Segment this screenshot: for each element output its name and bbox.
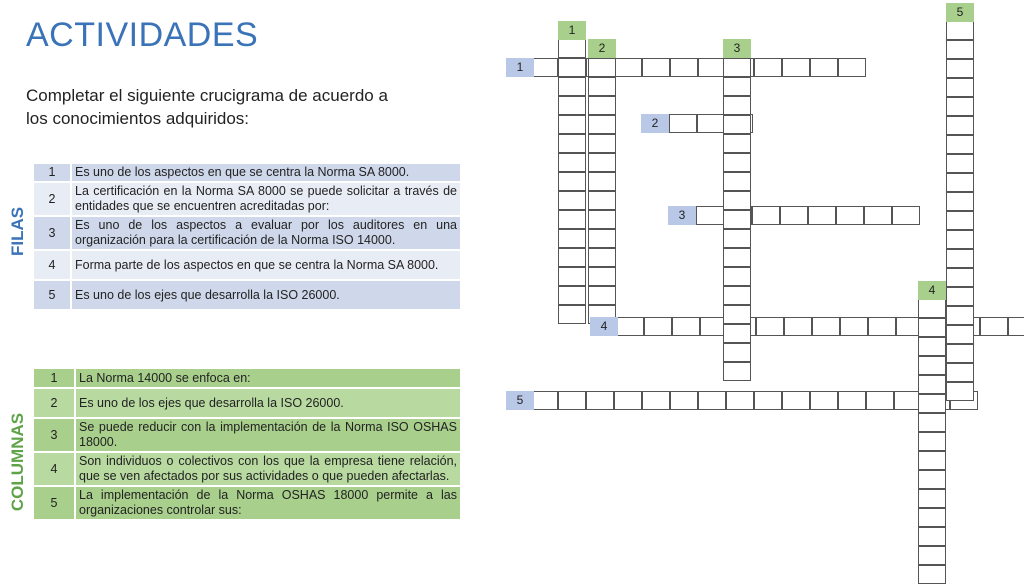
crossword-cell[interactable]	[918, 432, 946, 451]
filas-label: FILAS	[8, 206, 27, 256]
crossword-cell[interactable]	[808, 206, 836, 225]
crossword-cell[interactable]	[614, 391, 642, 410]
crossword-cell[interactable]	[558, 267, 586, 286]
table-row	[33, 250, 461, 280]
table-row	[33, 452, 461, 486]
crossword-cell[interactable]	[866, 391, 894, 410]
crossword-cell[interactable]	[784, 317, 812, 336]
crossword-cell[interactable]	[946, 21, 974, 40]
crossword-cell[interactable]	[723, 134, 751, 153]
crossword-cell[interactable]	[918, 394, 946, 413]
clue-text: Es uno de los aspectos a evaluar por los auditores en una organización para la certificación de la Norma ISO 14000.	[71, 216, 461, 250]
clue-number: 3	[33, 216, 71, 250]
crossword-cell[interactable]	[918, 318, 946, 337]
page-title: ACTIVIDADES	[26, 16, 259, 54]
crossword-cell[interactable]	[588, 210, 616, 229]
crossword-cell[interactable]	[780, 206, 808, 225]
crossword-cell[interactable]	[642, 391, 670, 410]
crossword-cell[interactable]	[892, 206, 920, 225]
table-row	[33, 182, 461, 216]
crossword-cell[interactable]	[918, 527, 946, 546]
clue-number: 4	[33, 250, 71, 280]
crossword-cell[interactable]	[918, 299, 946, 318]
crossword-cell[interactable]	[840, 317, 868, 336]
crossword-cell[interactable]	[980, 317, 1008, 336]
crossword-cell[interactable]	[918, 356, 946, 375]
crossword-cell[interactable]	[838, 58, 866, 77]
clue-number: 1	[33, 163, 71, 182]
crossword-cell[interactable]	[588, 248, 616, 267]
crossword-cell[interactable]	[723, 248, 751, 267]
crossword-cell[interactable]	[810, 391, 838, 410]
crossword-cell[interactable]	[588, 115, 616, 134]
table-row	[33, 388, 461, 418]
table-row	[33, 163, 461, 182]
crossword-cell[interactable]	[946, 382, 974, 401]
crossword-cell[interactable]	[723, 286, 751, 305]
crossword-cell[interactable]	[588, 267, 616, 286]
crossword-cell[interactable]	[946, 40, 974, 59]
clue-text: Es uno de los aspectos en que se centra la Norma SA 8000.	[71, 163, 461, 182]
crossword-cell[interactable]	[918, 508, 946, 527]
crossword-cell[interactable]	[723, 153, 751, 172]
crossword-cell[interactable]	[946, 192, 974, 211]
crossword-cell[interactable]	[558, 39, 586, 58]
crossword-cell[interactable]	[723, 229, 751, 248]
crossword-cell[interactable]	[918, 413, 946, 432]
crossword-cell[interactable]	[588, 96, 616, 115]
crossword-cell[interactable]	[812, 317, 840, 336]
crossword-cell[interactable]	[918, 451, 946, 470]
crossword-cell[interactable]	[558, 191, 586, 210]
crossword-cell[interactable]	[723, 191, 751, 210]
crossword-cell[interactable]	[723, 115, 751, 134]
down-clue-number: 2	[588, 39, 616, 58]
crossword-cell[interactable]	[918, 337, 946, 356]
crossword-cell[interactable]	[723, 362, 751, 381]
crossword-cell[interactable]	[723, 210, 751, 229]
crossword-cell[interactable]	[868, 317, 896, 336]
crossword-cell[interactable]	[946, 135, 974, 154]
across-clue-number: 1	[506, 58, 534, 77]
crossword-cell[interactable]	[642, 58, 670, 77]
clue-number: 5	[33, 280, 71, 310]
clue-text: Forma parte de los aspectos en que se centra la Norma SA 8000.	[71, 250, 461, 280]
crossword-cell[interactable]	[726, 391, 754, 410]
crossword-cell[interactable]	[1008, 317, 1024, 336]
columnas-label: COLUMNAS	[8, 412, 27, 512]
crossword-cell[interactable]	[946, 230, 974, 249]
crossword-cell[interactable]	[946, 344, 974, 363]
crossword-cell[interactable]	[697, 114, 725, 133]
crossword-cell[interactable]	[614, 58, 642, 77]
crossword-cell[interactable]	[558, 391, 586, 410]
crossword-cell[interactable]	[530, 391, 558, 410]
crossword-cell[interactable]	[754, 58, 782, 77]
crossword-cell[interactable]	[588, 153, 616, 172]
crossword-cell[interactable]	[918, 470, 946, 489]
crossword-cell[interactable]	[670, 58, 698, 77]
across-clue-number: 3	[668, 206, 696, 225]
clue-number: 2	[33, 182, 71, 216]
clue-text: Se puede reducir con la implementación de la Norma ISO OSHAS 18000.	[75, 418, 461, 452]
crossword-cell[interactable]	[946, 306, 974, 325]
crossword-cell[interactable]	[723, 343, 751, 362]
crossword-cell[interactable]	[723, 58, 751, 77]
crossword-cell[interactable]	[752, 206, 780, 225]
table-row	[33, 418, 461, 452]
table-row	[33, 280, 461, 310]
crossword-cell[interactable]	[558, 115, 586, 134]
crossword-cell[interactable]	[946, 249, 974, 268]
crossword-cell[interactable]	[588, 191, 616, 210]
clue-number: 2	[33, 388, 75, 418]
crossword-cell[interactable]	[588, 305, 616, 324]
crossword-cell[interactable]	[723, 324, 751, 343]
crossword-cell[interactable]	[558, 153, 586, 172]
crossword-cell[interactable]	[946, 59, 974, 78]
clue-number: 5	[33, 486, 75, 520]
clue-number: 4	[33, 452, 75, 486]
crossword-cell[interactable]	[810, 58, 838, 77]
down-clue-number: 5	[946, 3, 974, 22]
crossword-cell[interactable]	[946, 116, 974, 135]
crossword-cell[interactable]	[946, 268, 974, 287]
crossword-cell[interactable]	[723, 305, 751, 324]
down-clue-number: 4	[918, 281, 946, 300]
crossword-cell[interactable]	[946, 287, 974, 306]
crossword-cell[interactable]	[558, 134, 586, 153]
crossword-cell[interactable]	[588, 229, 616, 248]
table-row	[33, 216, 461, 250]
crossword-cell[interactable]	[946, 173, 974, 192]
crossword-cell[interactable]	[723, 96, 751, 115]
clue-text: La implementación de la Norma OSHAS 18000 permite a las organizaciones controlar sus:	[75, 486, 461, 520]
clue-text: Son individuos o colectivos con los que la empresa tiene relación, que se ven afectados por sus actividades o que pueden afectarlas.	[75, 452, 461, 486]
crossword-cell[interactable]	[723, 172, 751, 191]
crossword-cell[interactable]	[696, 206, 724, 225]
crossword-cell[interactable]	[756, 317, 784, 336]
crossword-cell[interactable]	[864, 206, 892, 225]
crossword-cell[interactable]	[946, 78, 974, 97]
crossword-cell[interactable]	[698, 58, 726, 77]
crossword-cell[interactable]	[946, 325, 974, 344]
clue-text: Es uno de los ejes que desarrolla la ISO 26000.	[71, 280, 461, 310]
crossword-cell[interactable]	[946, 97, 974, 116]
columnas-clue-table	[32, 367, 462, 521]
crossword-cell[interactable]	[588, 77, 616, 96]
clue-text: La Norma 14000 se enfoca en:	[75, 368, 461, 388]
crossword-cell[interactable]	[558, 172, 586, 191]
crossword-cell[interactable]	[918, 375, 946, 394]
crossword-cell[interactable]	[782, 58, 810, 77]
clue-text: Es uno de los ejes que desarrolla la ISO 26000.	[75, 388, 461, 418]
crossword-cell[interactable]	[558, 286, 586, 305]
crossword-cell[interactable]	[782, 391, 810, 410]
crossword-cell[interactable]	[754, 391, 782, 410]
across-clue-number: 5	[506, 391, 534, 410]
filas-clue-table	[32, 162, 462, 311]
crossword-cell[interactable]	[669, 114, 697, 133]
crossword-cell[interactable]	[558, 77, 586, 96]
across-clue-number: 2	[641, 114, 669, 133]
crossword-cell[interactable]	[588, 134, 616, 153]
crossword-cell[interactable]	[723, 77, 751, 96]
crossword-cell[interactable]	[644, 317, 672, 336]
crossword-cell[interactable]	[530, 58, 558, 77]
crossword-cell[interactable]	[558, 305, 586, 324]
crossword-cell[interactable]	[838, 391, 866, 410]
crossword-cell[interactable]	[558, 96, 586, 115]
crossword-cell[interactable]	[723, 267, 751, 286]
crossword-cell[interactable]	[672, 317, 700, 336]
crossword-cell[interactable]	[588, 286, 616, 305]
crossword-cell[interactable]	[918, 489, 946, 508]
crossword-cell[interactable]	[946, 211, 974, 230]
crossword-cell[interactable]	[558, 210, 586, 229]
crossword-cell[interactable]	[918, 565, 946, 584]
crossword-cell[interactable]	[836, 206, 864, 225]
crossword-cell[interactable]	[588, 58, 616, 77]
crossword-cell[interactable]	[616, 317, 644, 336]
crossword-cell[interactable]	[558, 229, 586, 248]
down-clue-number: 3	[723, 39, 751, 58]
clue-number: 1	[33, 368, 75, 388]
table-row	[33, 486, 461, 520]
crossword-cell[interactable]	[698, 391, 726, 410]
down-clue-number: 1	[558, 21, 586, 40]
crossword-cell[interactable]	[918, 546, 946, 565]
crossword-cell[interactable]	[946, 363, 974, 382]
clue-text: La certificación en la Norma SA 8000 se puede solicitar a través de entidades que se encuentren acreditadas por:	[71, 182, 461, 216]
across-clue-number: 4	[590, 317, 618, 336]
clue-number: 3	[33, 418, 75, 452]
crossword-cell[interactable]	[558, 58, 586, 77]
crossword-cell[interactable]	[670, 391, 698, 410]
instructions: Completar el siguiente crucigrama de acuerdo a los conocimientos adquiridos:	[26, 86, 388, 128]
crossword-cell[interactable]	[946, 154, 974, 173]
table-row	[33, 368, 461, 388]
crossword-cell[interactable]	[586, 391, 614, 410]
crossword-cell[interactable]	[558, 248, 586, 267]
crossword-cell[interactable]	[588, 172, 616, 191]
